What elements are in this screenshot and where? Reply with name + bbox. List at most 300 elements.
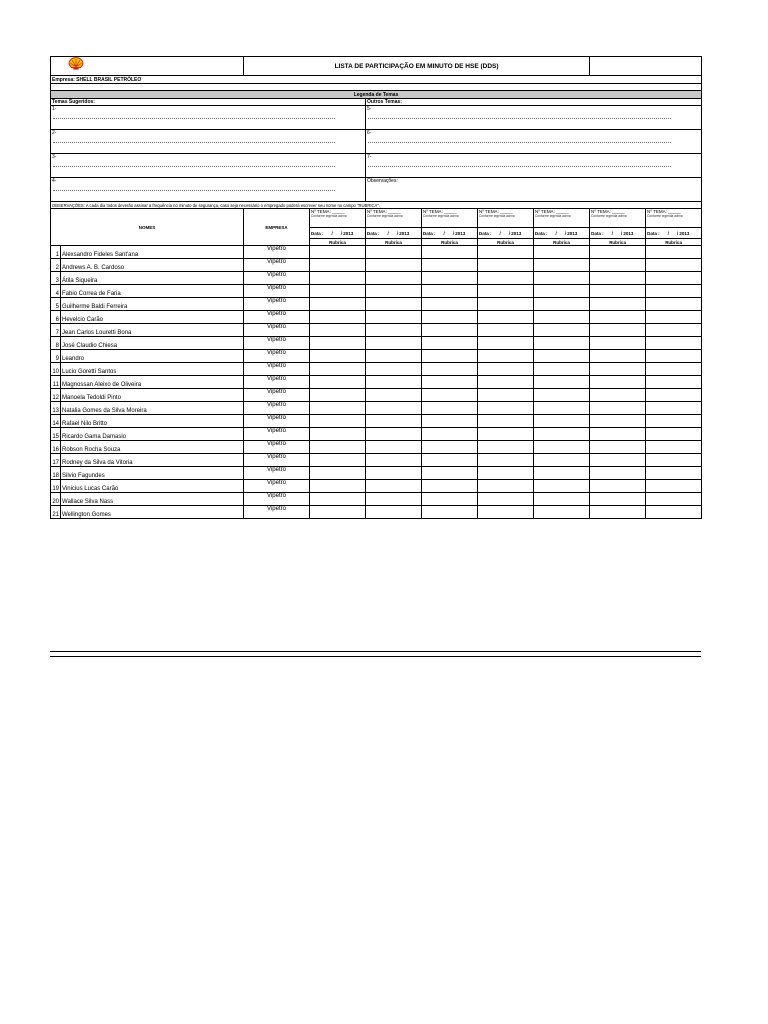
row-number: 1 [51, 246, 61, 259]
participant-name: Robson Rocha Souza [61, 441, 244, 454]
signature-cell[interactable] [422, 363, 478, 376]
participant-name: Rodney da Silva da Vitoria [61, 454, 244, 467]
participant-company: Vipetro [244, 272, 310, 285]
topic-number-label: Nº TEMA: _____ [535, 209, 569, 214]
signature-cell[interactable] [534, 506, 590, 519]
row-number: 13 [51, 402, 61, 415]
signature-cell[interactable] [534, 402, 590, 415]
signature-cell[interactable] [590, 246, 646, 259]
signature-cell[interactable] [646, 298, 702, 311]
row-number: 3 [51, 272, 61, 285]
signature-cell[interactable] [478, 441, 534, 454]
signature-cell[interactable] [646, 389, 702, 402]
observations-field[interactable] [366, 178, 702, 202]
row-number: 12 [51, 389, 61, 402]
signature-cell[interactable] [366, 272, 422, 285]
date-label: Data : [423, 230, 436, 236]
signature-cell[interactable] [646, 402, 702, 415]
date-separator: / [331, 230, 333, 236]
signature-cell[interactable] [478, 428, 534, 441]
participant-company: Vipetro [244, 506, 310, 519]
signature-cell[interactable] [590, 441, 646, 454]
signature-cell[interactable] [534, 324, 590, 337]
session-date-field[interactable] [590, 228, 646, 239]
signature-cell[interactable] [422, 246, 478, 259]
topic-row-3 [51, 154, 702, 178]
signature-cell[interactable] [534, 389, 590, 402]
signature-cell[interactable] [590, 376, 646, 389]
topic-hint: Conforme legenda acima [535, 214, 571, 218]
signature-cell[interactable] [478, 415, 534, 428]
participant-company: Vipetro [244, 454, 310, 467]
signature-cell[interactable] [534, 428, 590, 441]
topic-hint: Conforme legenda acima [591, 214, 627, 218]
signature-cell[interactable] [366, 298, 422, 311]
signature-cell[interactable] [366, 259, 422, 272]
signature-cell[interactable] [422, 350, 478, 363]
signature-cell[interactable] [310, 389, 366, 402]
signature-cell[interactable] [310, 337, 366, 350]
rubrica-header: Rubrica [366, 239, 422, 246]
row-number: 6 [51, 311, 61, 324]
signature-cell[interactable] [478, 272, 534, 285]
participant-name: Hevelcio Carão [61, 311, 244, 324]
participant-company: Vipetro [244, 298, 310, 311]
footer-rule [50, 656, 701, 657]
date-year: / 2013 [396, 230, 410, 236]
participant-name: Natalia Gomes da Silva Moreira [61, 402, 244, 415]
topic-row-4 [51, 178, 702, 202]
row-number: 16 [51, 441, 61, 454]
topic-number-label: Nº TEMA: _____ [591, 209, 625, 214]
company-row [51, 76, 702, 84]
signature-cell[interactable] [366, 441, 422, 454]
date-separator: / [611, 230, 613, 236]
row-number: 17 [51, 454, 61, 467]
session-date-field[interactable] [646, 228, 702, 239]
date-year: / 2013 [508, 230, 522, 236]
participant-company: Vipetro [244, 311, 310, 324]
participant-company: Vipetro [244, 259, 310, 272]
form-title: LISTA DE PARTICIPAÇÃO EM MINUTO DE HSE (DDS) [244, 57, 590, 76]
signature-cell[interactable] [590, 428, 646, 441]
signature-cell[interactable] [422, 493, 478, 506]
row-number: 20 [51, 493, 61, 506]
footer-rule [50, 651, 701, 652]
topic-hint: Conforme legenda acima [647, 214, 683, 218]
row-number: 2 [51, 259, 61, 272]
date-label: Data : [311, 230, 324, 236]
signature-cell[interactable] [478, 298, 534, 311]
signature-cell[interactable] [646, 337, 702, 350]
topic-number-label: Nº TEMA: _____ [479, 209, 513, 214]
topic-number: 7- [367, 154, 372, 160]
signature-cell[interactable] [366, 337, 422, 350]
signature-cell[interactable] [310, 428, 366, 441]
signature-cell[interactable] [366, 285, 422, 298]
participant-name: Jean Carlos Louretti Bona [61, 324, 244, 337]
signature-cell[interactable] [310, 246, 366, 259]
signature-cell[interactable] [422, 506, 478, 519]
signature-cell[interactable] [310, 311, 366, 324]
participant-row [51, 337, 702, 350]
participant-company: Vipetro [244, 493, 310, 506]
signature-cell[interactable] [590, 389, 646, 402]
signature-cell[interactable] [366, 454, 422, 467]
row-number: 14 [51, 415, 61, 428]
signature-cell[interactable] [478, 324, 534, 337]
signature-cell[interactable] [534, 272, 590, 285]
signature-cell[interactable] [478, 246, 534, 259]
signature-cell[interactable] [366, 246, 422, 259]
participant-row [51, 402, 702, 415]
signature-cell[interactable] [366, 415, 422, 428]
signature-cell[interactable] [478, 259, 534, 272]
signature-cell[interactable] [534, 467, 590, 480]
date-separator: / [555, 230, 557, 236]
signature-cell[interactable] [590, 350, 646, 363]
signature-cell[interactable] [310, 259, 366, 272]
signature-cell[interactable] [478, 506, 534, 519]
topic-number-label: Nº TEMA: _____ [647, 209, 681, 214]
signature-cell[interactable] [478, 311, 534, 324]
participant-name: Fabio Correa de Faria [61, 285, 244, 298]
signature-cell[interactable] [310, 480, 366, 493]
signature-cell[interactable] [590, 272, 646, 285]
participant-name: Átila Siqueira [61, 272, 244, 285]
signature-cell[interactable] [422, 467, 478, 480]
session-date-field[interactable] [422, 228, 478, 239]
signature-cell[interactable] [590, 415, 646, 428]
signature-cell[interactable] [422, 402, 478, 415]
date-year: / 2013 [676, 230, 690, 236]
signature-cell[interactable] [590, 324, 646, 337]
signature-cell[interactable] [590, 506, 646, 519]
participant-row [51, 350, 702, 363]
topic-field-5[interactable] [366, 106, 702, 130]
signature-cell[interactable] [366, 389, 422, 402]
signature-cell[interactable] [478, 363, 534, 376]
signature-cell[interactable] [590, 467, 646, 480]
signature-cell[interactable] [534, 298, 590, 311]
participant-company: Vipetro [244, 480, 310, 493]
signature-cell[interactable] [646, 506, 702, 519]
row-number: 15 [51, 428, 61, 441]
signature-cell[interactable] [478, 337, 534, 350]
signature-cell[interactable] [646, 259, 702, 272]
signature-cell[interactable] [534, 454, 590, 467]
participant-row [51, 324, 702, 337]
participant-company: Vipetro [244, 363, 310, 376]
signature-cell[interactable] [646, 441, 702, 454]
signature-cell[interactable] [478, 493, 534, 506]
signature-cell[interactable] [422, 337, 478, 350]
session-date-field[interactable] [534, 228, 590, 239]
signature-cell[interactable] [534, 311, 590, 324]
participant-company: Vipetro [244, 428, 310, 441]
date-label: Data : [591, 230, 604, 236]
participant-company: Vipetro [244, 376, 310, 389]
date-label: Data : [647, 230, 660, 236]
signature-cell[interactable] [590, 285, 646, 298]
date-year: / 2013 [340, 230, 354, 236]
signature-cell[interactable] [422, 259, 478, 272]
note-row [51, 202, 702, 209]
participant-row [51, 246, 702, 259]
signature-cell[interactable] [422, 285, 478, 298]
participant-row [51, 285, 702, 298]
signature-cell[interactable] [366, 350, 422, 363]
signature-cell[interactable] [310, 454, 366, 467]
signature-cell[interactable] [590, 298, 646, 311]
signature-cell[interactable] [310, 415, 366, 428]
signature-cell[interactable] [366, 311, 422, 324]
row-number: 4 [51, 285, 61, 298]
participant-company: Vipetro [244, 402, 310, 415]
signature-cell[interactable] [534, 350, 590, 363]
company-line: Empresa: SHELL BRASIL PETRÓLEO [51, 76, 702, 84]
signature-cell[interactable] [310, 467, 366, 480]
participant-company: Vipetro [244, 246, 310, 259]
signature-cell[interactable] [590, 259, 646, 272]
rubrica-header: Rubrica [310, 239, 366, 246]
rubrica-header: Rubrica [422, 239, 478, 246]
row-number: 8 [51, 337, 61, 350]
topic-number-label: Nº TEMA: _____ [423, 209, 457, 214]
topic-field-7[interactable] [366, 154, 702, 178]
participant-row [51, 363, 702, 376]
signature-cell[interactable] [310, 363, 366, 376]
signature-cell[interactable] [534, 480, 590, 493]
participant-company: Vipetro [244, 389, 310, 402]
signature-cell[interactable] [422, 324, 478, 337]
participant-row [51, 506, 702, 519]
signature-cell[interactable] [646, 467, 702, 480]
topic-hint: Conforme legenda acima [311, 214, 347, 218]
signature-cell[interactable] [534, 285, 590, 298]
date-label: Data : [367, 230, 380, 236]
signature-cell[interactable] [534, 259, 590, 272]
topic-hint: Conforme legenda acima [423, 214, 459, 218]
signature-cell[interactable] [366, 428, 422, 441]
signature-cell[interactable] [534, 376, 590, 389]
participant-company: Vipetro [244, 467, 310, 480]
instructions-note: OBSERVAÇÕES: A cada dia todos deverão assinar a frequência no minuto de segurança, caso seja necessário o empregado poderá escrever seu nome no campo "RUBRICA". [51, 202, 702, 209]
signature-cell[interactable] [422, 272, 478, 285]
signature-cell[interactable] [422, 480, 478, 493]
legend-row [51, 91, 702, 99]
participant-row [51, 259, 702, 272]
row-number: 10 [51, 363, 61, 376]
signature-cell[interactable] [422, 454, 478, 467]
signature-cell[interactable] [646, 493, 702, 506]
signature-cell[interactable] [590, 454, 646, 467]
signature-cell[interactable] [534, 337, 590, 350]
signature-cell[interactable] [590, 363, 646, 376]
topic-hint: Conforme legenda acima [479, 214, 515, 218]
participant-row [51, 467, 702, 480]
date-separator: / [387, 230, 389, 236]
signature-cell[interactable] [646, 324, 702, 337]
row-number: 5 [51, 298, 61, 311]
signature-cell[interactable] [478, 350, 534, 363]
session-topic-header[interactable] [590, 209, 646, 228]
signature-cell[interactable] [422, 298, 478, 311]
signature-cell[interactable] [422, 441, 478, 454]
participant-name: Magnossan Aleixo de Oliveira [61, 376, 244, 389]
row-number: 19 [51, 480, 61, 493]
signature-cell[interactable] [366, 506, 422, 519]
participant-name: Guilherme Baldi Ferreira [61, 298, 244, 311]
session-topic-header[interactable] [366, 209, 422, 228]
topic-row-2 [51, 130, 702, 154]
signature-cell[interactable] [366, 493, 422, 506]
signature-cell[interactable] [534, 415, 590, 428]
topic-field-4[interactable] [51, 178, 366, 202]
session-topic-header[interactable] [646, 209, 702, 228]
signature-cell[interactable] [478, 402, 534, 415]
participant-row [51, 376, 702, 389]
participant-name: Silvio Fagundes [61, 467, 244, 480]
signature-cell[interactable] [646, 376, 702, 389]
signature-cell[interactable] [590, 311, 646, 324]
signature-cell[interactable] [590, 480, 646, 493]
row-number: 7 [51, 324, 61, 337]
signature-cell[interactable] [310, 272, 366, 285]
participant-row [51, 480, 702, 493]
participant-row [51, 454, 702, 467]
signature-cell[interactable] [310, 506, 366, 519]
signature-cell[interactable] [366, 324, 422, 337]
signature-cell[interactable] [310, 441, 366, 454]
signature-cell[interactable] [478, 389, 534, 402]
participant-name: Leandro [61, 350, 244, 363]
attendance-sheet [50, 56, 701, 519]
signature-cell[interactable] [646, 480, 702, 493]
rubrica-header: Rubrica [478, 239, 534, 246]
participant-name: Vinicius Lucas Carão [61, 480, 244, 493]
signature-cell[interactable] [310, 493, 366, 506]
participant-name: Lucio Goretti Santos [61, 363, 244, 376]
header-row [51, 57, 702, 76]
signature-cell[interactable] [590, 337, 646, 350]
signature-cell[interactable] [534, 441, 590, 454]
participant-company: Vipetro [244, 337, 310, 350]
session-date-field[interactable] [310, 228, 366, 239]
signature-cell[interactable] [422, 311, 478, 324]
topic-number: 1- [52, 106, 57, 112]
session-topic-header[interactable] [478, 209, 534, 228]
signature-cell[interactable] [310, 298, 366, 311]
signature-cell[interactable] [478, 285, 534, 298]
date-separator: / [499, 230, 501, 236]
topic-field-1[interactable] [51, 106, 366, 130]
date-label: Data : [535, 230, 548, 236]
date-year: / 2013 [620, 230, 634, 236]
signature-cell[interactable] [310, 324, 366, 337]
column-header-row [51, 209, 702, 228]
signature-cell[interactable] [310, 402, 366, 415]
signature-cell[interactable] [646, 285, 702, 298]
signature-cell[interactable] [478, 454, 534, 467]
participant-name: Ricardo Gama Damasio [61, 428, 244, 441]
topic-number: 5- [367, 106, 372, 112]
session-topic-header[interactable] [534, 209, 590, 228]
signature-cell[interactable] [646, 415, 702, 428]
signature-cell[interactable] [646, 246, 702, 259]
participant-name: Wellington Gomes [61, 506, 244, 519]
signature-cell[interactable] [646, 350, 702, 363]
topic-number: 4- [52, 178, 57, 184]
signature-cell[interactable] [478, 467, 534, 480]
rubrica-header: Rubrica [590, 239, 646, 246]
row-number: 18 [51, 467, 61, 480]
signature-cell[interactable] [366, 402, 422, 415]
signature-cell[interactable] [534, 493, 590, 506]
signature-cell[interactable] [422, 376, 478, 389]
session-date-field[interactable] [478, 228, 534, 239]
signature-cell[interactable] [534, 246, 590, 259]
participant-name: José Claudio Chiesa [61, 337, 244, 350]
session-topic-header[interactable] [422, 209, 478, 228]
date-year: / 2013 [564, 230, 578, 236]
signature-cell[interactable] [422, 415, 478, 428]
signature-cell[interactable] [366, 467, 422, 480]
legend-title: Legenda de Temas [51, 91, 702, 99]
signature-cell[interactable] [310, 285, 366, 298]
spacer-row [51, 84, 702, 91]
signature-cell[interactable] [646, 363, 702, 376]
signature-cell[interactable] [478, 480, 534, 493]
participant-company: Vipetro [244, 324, 310, 337]
names-column-header: NOMES [51, 209, 244, 246]
signature-cell[interactable] [366, 376, 422, 389]
date-separator: / [443, 230, 445, 236]
title-aux-cell [590, 57, 702, 76]
date-year: / 2013 [452, 230, 466, 236]
signature-cell[interactable] [534, 363, 590, 376]
signature-cell[interactable] [646, 454, 702, 467]
signature-cell[interactable] [646, 428, 702, 441]
topic-number: 6- [367, 130, 372, 136]
topic-field-6[interactable] [366, 130, 702, 154]
topic-field-2[interactable] [51, 130, 366, 154]
topic-number: 2- [52, 130, 57, 136]
logo-cell [51, 57, 244, 76]
signature-cell[interactable] [422, 428, 478, 441]
session-topic-header[interactable] [310, 209, 366, 228]
signature-cell[interactable] [590, 402, 646, 415]
session-date-field[interactable] [366, 228, 422, 239]
signature-cell[interactable] [366, 480, 422, 493]
participant-name: Manoela Tedoldi Pinto [61, 389, 244, 402]
topic-field-3[interactable] [51, 154, 366, 178]
signature-cell[interactable] [646, 272, 702, 285]
signature-cell[interactable] [478, 376, 534, 389]
signature-cell[interactable] [310, 376, 366, 389]
signature-cell[interactable] [310, 350, 366, 363]
signature-cell[interactable] [590, 493, 646, 506]
signature-cell[interactable] [366, 363, 422, 376]
company-column-header: EMPRESA [244, 209, 310, 246]
shell-logo-icon [68, 57, 84, 70]
participant-row [51, 298, 702, 311]
participant-row [51, 493, 702, 506]
participant-company: Vipetro [244, 285, 310, 298]
signature-cell[interactable] [646, 311, 702, 324]
attendance-table [50, 56, 702, 519]
signature-cell[interactable] [422, 389, 478, 402]
